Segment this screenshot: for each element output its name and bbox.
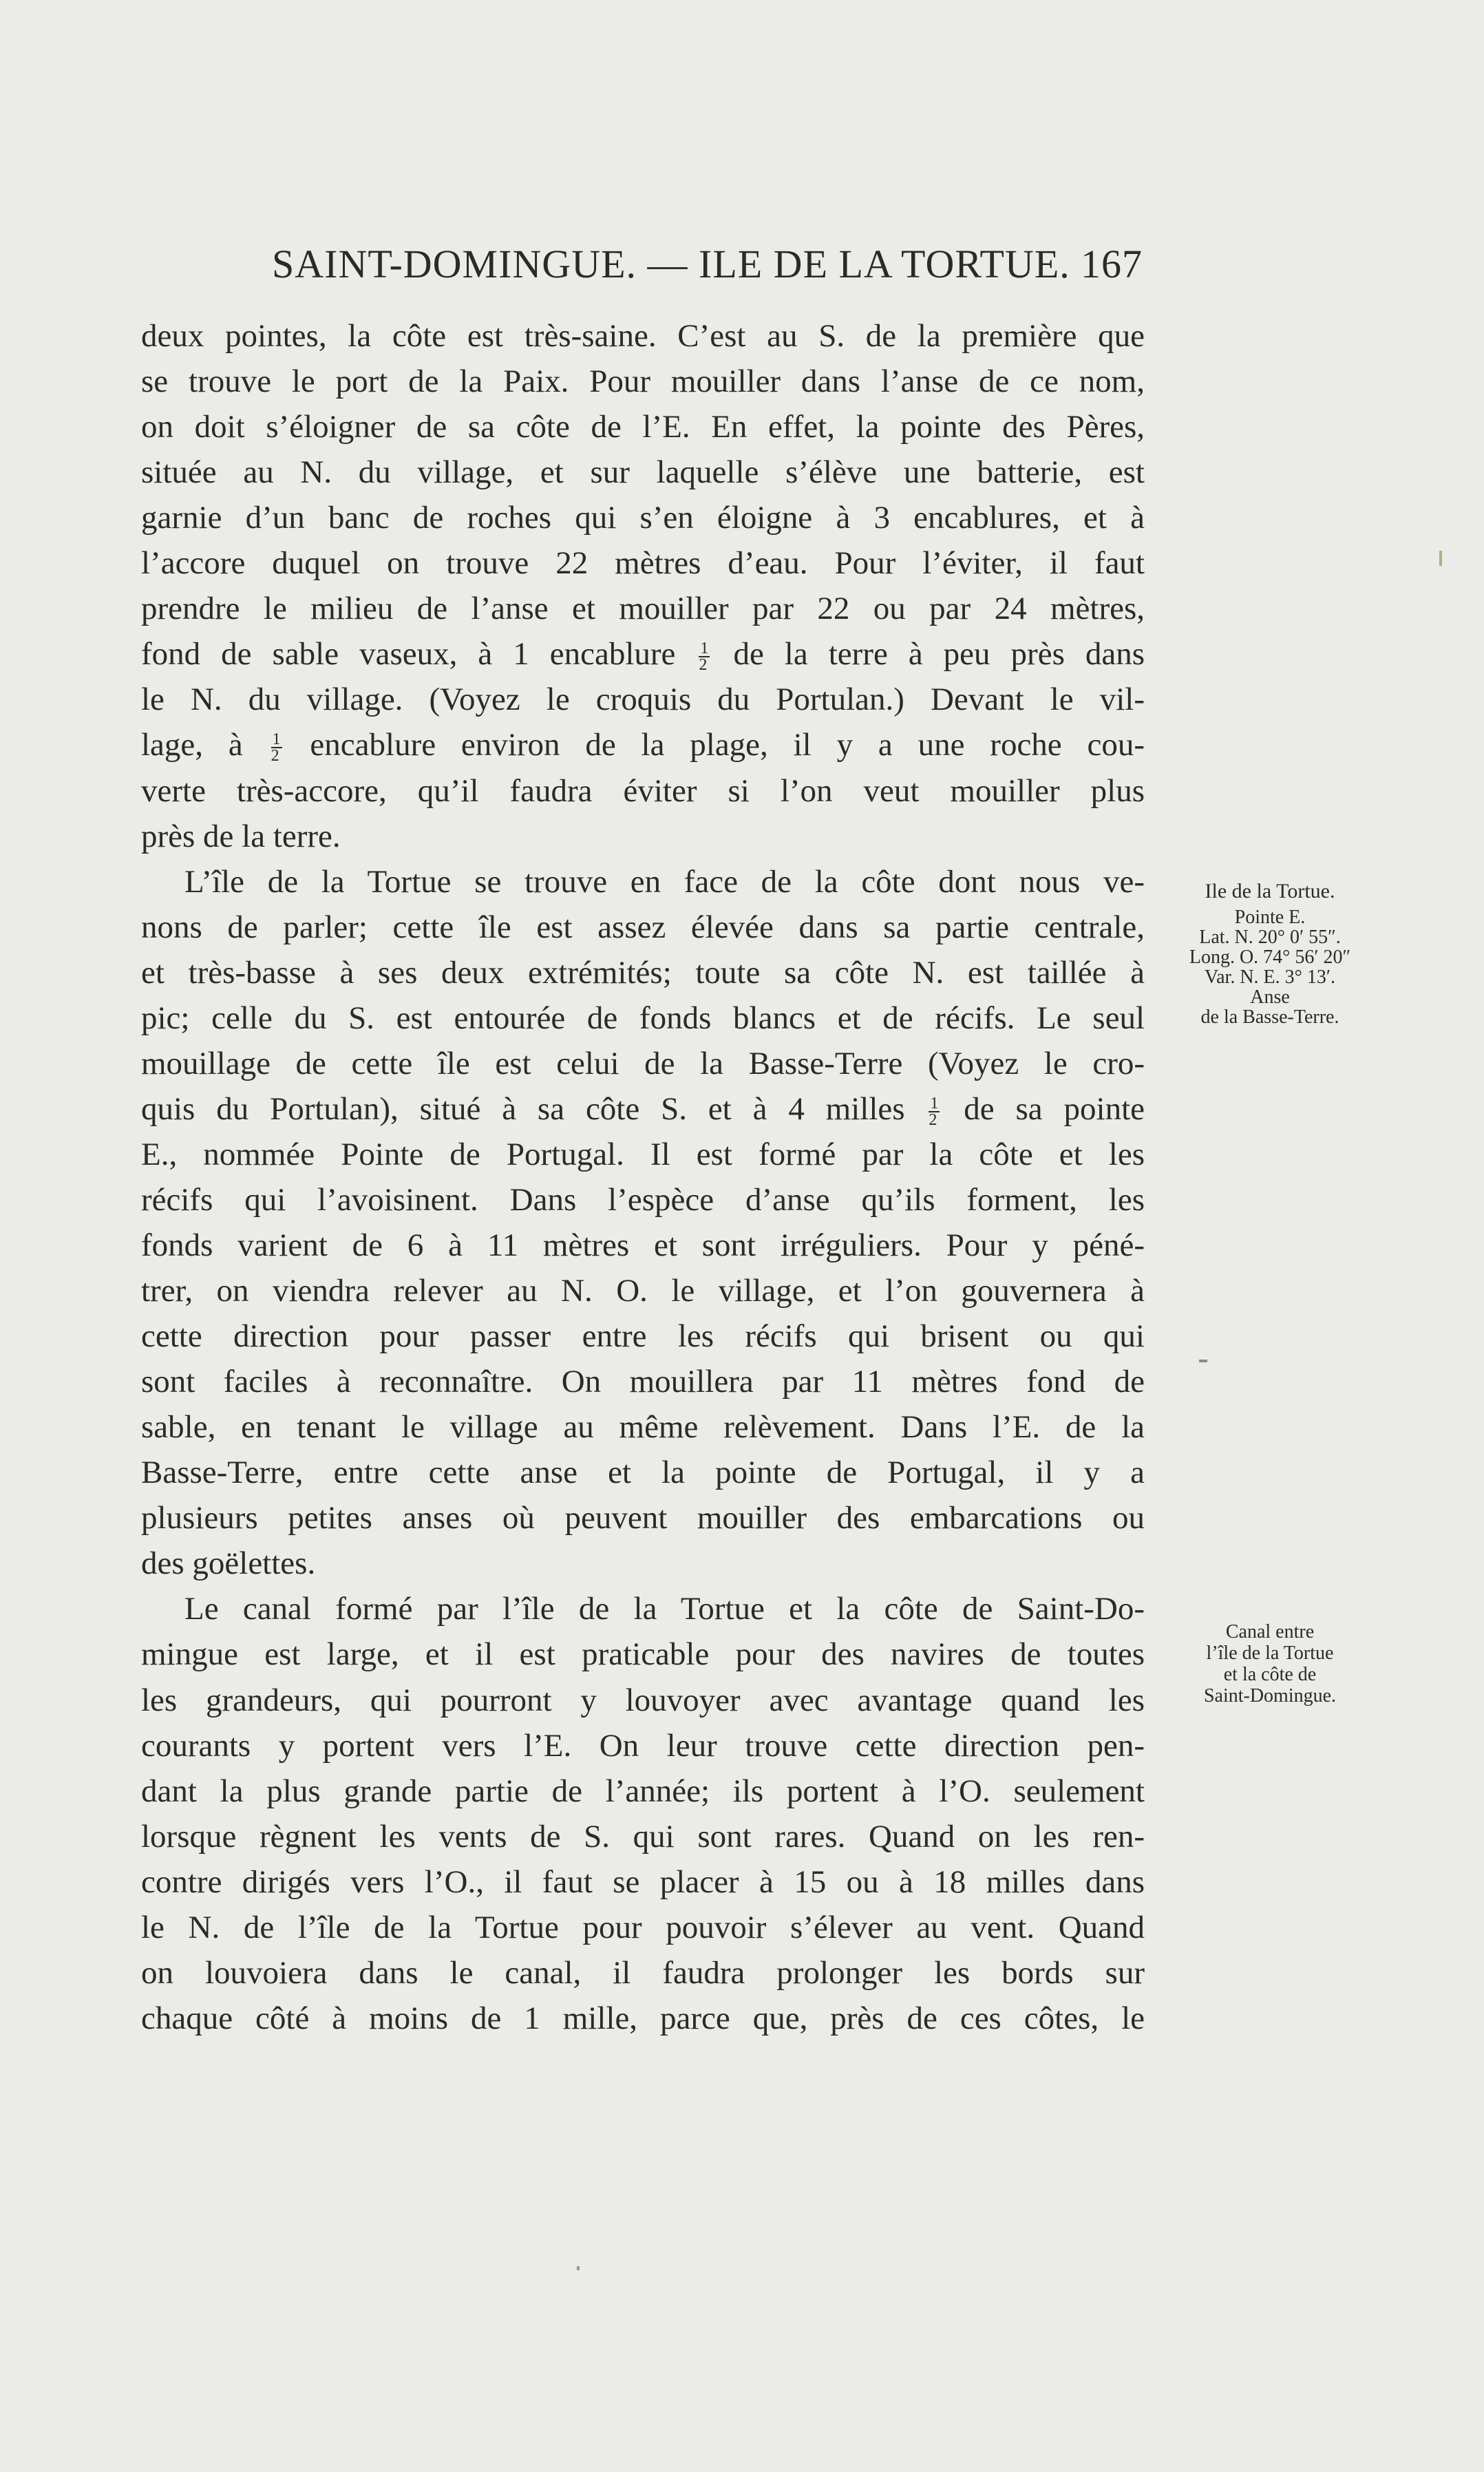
fraction — [929, 1096, 940, 1128]
text-line: près de la terre. — [141, 818, 341, 854]
margin-note-line: Saint-Domingue. — [1203, 1685, 1337, 1707]
margin-note-line: Long. O. 74° 56′ 20″ — [1189, 947, 1351, 968]
text-line: verte très-accore, qu’il faudra éviter si l’on veut mouiller plus — [141, 773, 1145, 809]
running-header — [272, 241, 1143, 289]
text-line: récifs qui l’avoisinent. Dans l’espèce d’anse qu’ils forment, les — [141, 1182, 1145, 1218]
text-line: prendre le milieu de l’anse et mouiller par 22 ou par 24 mètres, — [141, 591, 1145, 626]
text-line: deux pointes, la côte est très-saine. C’est au S. de la première que — [141, 318, 1145, 354]
text-line: contre dirigés vers l’O., il faut se placer à 15 ou à 18 milles dans — [141, 1864, 1145, 1900]
paper-speck — [577, 2266, 580, 2270]
fraction — [271, 732, 282, 763]
text-line: Basse-Terre, entre cette anse et la pointe de Portugal, il y a — [141, 1455, 1145, 1490]
text-line: pic; celle du S. est entourée de fonds blancs et de récifs. Le seul — [141, 1000, 1145, 1036]
margin-note-line: et la côte de — [1223, 1664, 1317, 1685]
text-line: mouillage de cette île est celui de la Basse-Terre (Voyez le cro- — [141, 1046, 1145, 1081]
running-title: SAINT-DOMINGUE. — ILE DE LA TORTUE. — [272, 242, 1070, 286]
text-segment: lage, à — [141, 727, 243, 763]
text-line — [141, 1088, 1145, 1130]
fraction-denominator: 2 — [699, 656, 708, 674]
text-line: L’île de la Tortue se trouve en face de la côte dont nous ve- — [184, 864, 1145, 900]
text-line — [141, 724, 1145, 765]
fraction-denominator: 2 — [929, 1111, 937, 1129]
text-line: garnie d’un banc de roches qui s’en éloigne à 3 encablures, et à — [141, 500, 1145, 536]
text-segment: de la terre à peu près dans — [733, 636, 1145, 672]
text-segment: encablure environ de la plage, il y a une roche cou- — [310, 727, 1145, 763]
text-segment: quis du Portulan), situé à sa côte S. et à 4 milles — [141, 1091, 905, 1127]
margin-note-line: de la Basse-Terre. — [1200, 1006, 1339, 1028]
text-line: cette direction pour passer entre les récifs qui brisent ou qui — [141, 1318, 1145, 1354]
margin-note-canal — [1170, 1621, 1370, 1707]
text-line: se trouve le port de la Paix. Pour mouiller dans l’anse de ce nom, — [141, 363, 1145, 399]
margin-note-line: Lat. N. 20° 0′ 55″. — [1199, 927, 1341, 948]
margin-note-line: l’île de la Tortue — [1206, 1642, 1334, 1664]
fraction-numerator: 1 — [272, 730, 281, 748]
text-line: située au N. du village, et sur laquelle s’élève une batterie, est — [141, 454, 1145, 490]
paper-speck — [1199, 1360, 1207, 1362]
text-line: mingue est large, et il est praticable pour des navires de toutes — [141, 1636, 1145, 1672]
text-line: lorsque règnent les vents de S. qui sont rares. Quand on les ren- — [141, 1819, 1145, 1855]
text-line: sable, en tenant le village au même relèvement. Dans l’E. de la — [141, 1409, 1145, 1445]
text-segment: de sa pointe — [964, 1091, 1145, 1127]
text-line: trer, on viendra relever au N. O. le village, et l’on gouvernera à — [141, 1273, 1145, 1309]
fraction-numerator: 1 — [700, 640, 709, 657]
text-line: plusieurs petites anses où peuvent mouiller des embarcations ou — [141, 1500, 1145, 1536]
text-line: chaque côté à moins de 1 mille, parce que, près de ces côtes, le — [141, 2000, 1145, 2036]
text-line: on louvoiera dans le canal, il faudra prolonger les bords sur — [141, 1955, 1145, 1991]
fraction-denominator: 2 — [271, 747, 279, 765]
text-line: E., nommée Pointe de Portugal. Il est formé par la côte et les — [141, 1137, 1145, 1172]
text-line: on doit s’éloigner de sa côte de l’E. En effet, la pointe des Pères, — [141, 409, 1145, 445]
text-line — [141, 633, 1145, 675]
margin-note-line: Var. N. E. 3° 13′. — [1205, 966, 1335, 988]
text-line: des goëlettes. — [141, 1545, 316, 1581]
text-line: nons de parler; cette île est assez élevée dans sa partie centrale, — [141, 909, 1145, 945]
text-line: les grandeurs, qui pourront y louvoyer avec avantage quand les — [141, 1682, 1145, 1718]
text-line: courants y portent vers l’E. On leur trouve cette direction pen- — [141, 1728, 1145, 1764]
text-line: le N. du village. (Voyez le croquis du Portulan.) Devant le vil- — [141, 682, 1145, 717]
text-line: sont faciles à reconnaître. On mouillera par 11 mètres fond de — [141, 1364, 1145, 1399]
page-number: 167 — [1081, 242, 1143, 286]
margin-note-line: Canal entre — [1225, 1621, 1315, 1642]
fraction — [699, 641, 710, 673]
margin-note-line: Anse — [1250, 986, 1290, 1008]
text-line: dant la plus grande partie de l’année; ils portent à l’O. seulement — [141, 1773, 1145, 1809]
text-segment: fond de sable vaseux, à 1 encablure — [141, 636, 676, 672]
text-line: et très-basse à ses deux extrémités; toute sa côte N. est taillée à — [141, 955, 1145, 991]
fraction-numerator: 1 — [930, 1095, 939, 1112]
margin-note-line: Pointe E. — [1234, 907, 1306, 928]
paper-speck — [1439, 551, 1442, 566]
text-line: l’accore duquel on trouve 22 mètres d’eau. Pour l’éviter, il faut — [141, 545, 1145, 581]
margin-note-ile-de-la-tortue — [1170, 881, 1370, 1027]
text-line: Le canal formé par l’île de la Tortue et la côte de Saint-Do- — [184, 1591, 1145, 1627]
margin-note-line: Ile de la Tortue. — [1205, 880, 1335, 902]
text-line: le N. de l’île de la Tortue pour pouvoir s’élever au vent. Quand — [141, 1910, 1145, 1945]
text-line: fonds varient de 6 à 11 mètres et sont irréguliers. Pour y péné- — [141, 1227, 1145, 1263]
